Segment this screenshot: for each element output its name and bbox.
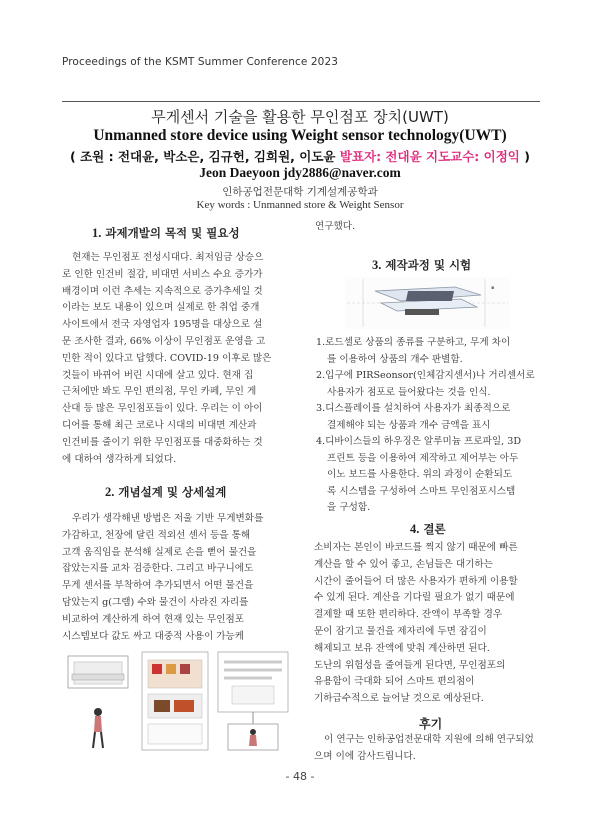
- s4-line: 소비자는 본인이 바코드를 찍지 않기 때문에 빠른: [314, 542, 518, 553]
- s3-item-4-line: 록 시스템을 구성하여 스마트 무인점포시스템: [327, 485, 516, 497]
- s3-item-3-line: 결제해야 되는 상품과 개수 금액을 표시: [327, 419, 491, 431]
- section-1-number: 1.: [92, 226, 102, 240]
- s2-line: 고객 움직임을 분석해 실제로 손을 뻗어 물건을: [62, 546, 257, 558]
- svg-text:▪: ▪: [491, 285, 495, 291]
- s1-line: 배경이며 이런 추세는 지속적으로 증가추세일 것: [62, 285, 263, 297]
- s2-line: 우리가 생각해낸 방법은 저울 기반 무게변화를: [72, 513, 264, 524]
- s4-line: 해제되고 보유 잔액에 맞춰 계산하면 된다.: [314, 642, 490, 654]
- s1-line: 산대 등 많은 무인점포들이 있다. 우리는 이 아이: [62, 403, 263, 415]
- s4-line: 기하급수적으로 늘어날 것으로 예상된다.: [314, 693, 484, 705]
- s1-line: 이라는 보도 내용이 있으며 실제로 한 취업 중개: [62, 302, 260, 314]
- s3-item-4-line: 프린트 등을 이용하여 제작하고 제어부는 아두: [327, 452, 519, 464]
- ack-line: 이 연구는 인하공업전문대학 지원에 의해 연구되었: [324, 734, 534, 745]
- loadcell-figure: [345, 277, 510, 329]
- s2-line: 담았는지 g(그램) 수와 물건이 사라진 자리를: [62, 596, 249, 608]
- proceedings-header: Proceedings of the KSMT Summer Conference 2023: [62, 56, 338, 68]
- s2-line: 시스템보다 값도 싸고 대중적 사용이 가능케: [62, 630, 245, 642]
- section-2-heading: [105, 484, 226, 500]
- section-3-heading: [372, 257, 471, 273]
- s2-line: 무게 센서를 부착하여 추가되면서 어떤 물건을: [62, 580, 254, 592]
- team-line: [0, 147, 600, 165]
- paper-title-korean: 무게센서 기술을 활용한 무인점포 장치(UWT): [151, 108, 449, 126]
- page-number: - 48 -: [285, 770, 315, 783]
- s1-line: 사이트에서 전국 자영업자 195명을 대상으로 설: [62, 319, 263, 331]
- s1-line: 로 인한 인건비 절감, 비대면 서비스 수요 증가가: [62, 268, 263, 280]
- section-4-number: 4.: [410, 522, 420, 536]
- loadcell-diagram: [345, 277, 510, 329]
- acknowledgement-heading: 후기: [419, 717, 443, 731]
- s1-line: 것들이 바뀌어 버린 시대에 살고 있다. 현재 집: [62, 369, 254, 381]
- section-2-number: 2.: [105, 485, 115, 499]
- author-line: Jeon Daeyoon jdy2886@naver.com: [199, 165, 401, 180]
- presenter-advisor: 발표자: 전대윤 지도교수: 이정익: [339, 149, 520, 164]
- s3-item-3-line: 3.디스플레이를 설치하여 사용자가 최종적으로: [316, 403, 511, 414]
- s3-item-4-line: 이노 보드를 사용한다. 위의 과정이 순환되도: [327, 469, 513, 480]
- s3-item-4-line: 을 구성함.: [327, 502, 371, 513]
- s2-line: 잡았는지를 교차 검증한다. 그리고 바구니에도: [62, 563, 254, 575]
- s1-line: 문 조사한 결과, 66% 이상이 무인점포 운영을 고: [62, 335, 266, 347]
- section-1-heading: [92, 225, 240, 241]
- ack-line: 으며 이에 감사드립니다.: [314, 750, 416, 762]
- affiliation: 인하공업전문대학 기계설계공학과: [222, 186, 378, 198]
- s1-line: 에 대하여 생각하게 되었다.: [62, 453, 177, 465]
- section-4-body: [314, 540, 546, 708]
- s3-item-4-line: 4.디바이스들의 하우징은 알루미늄 프로파일, 3D: [316, 436, 522, 447]
- keywords: Key words : Unmanned store & Weight Sensor: [196, 199, 404, 211]
- s4-line: 시간이 줄어들어 더 많은 사용자가 편하게 이용할: [314, 575, 518, 587]
- s1-line: 민한 적이 있다고 답했다. COVID-19 이후로 많은: [62, 352, 272, 364]
- system-diagram-figure: [62, 648, 294, 756]
- s3-item-2-line: 2.입구에 PIRSeonsor(인체감지센서)나 거리센서로: [316, 370, 535, 381]
- system-diagram: [62, 648, 294, 756]
- s3-item-1-line: 1.로드셀로 상품의 종류를 구분하고, 무게 차이: [316, 337, 511, 348]
- section-1-title: 과제개발의 목적 및 필요성: [105, 226, 240, 240]
- section-4-heading: [410, 521, 446, 537]
- s4-line: 도난의 위험성을 줄여들게 된다면, 무인점포의: [314, 659, 506, 671]
- team-members: ( 조원 : 전대윤, 박소은, 김규헌, 김희원, 이도윤: [70, 149, 336, 164]
- section-2-title: 개념설계 및 상세설계: [118, 485, 227, 499]
- acknowledgement-body: [314, 732, 546, 766]
- s4-line: 문이 잠기고 물건을 제자리에 두면 잠김이: [314, 625, 487, 637]
- section-4-title: 결론: [423, 522, 446, 536]
- s2-continuation: [315, 219, 545, 236]
- s2-line: 가감하고, 천장에 달린 적외선 센서 등을 통해: [62, 529, 251, 541]
- s4-line: 결제할 때 또한 편리하다. 잔액이 부족할 경우: [314, 609, 503, 621]
- paper-title-english: Unmanned store device using Weight sensor technology(UWT): [93, 127, 507, 144]
- s4-line: 계산을 할 수 있어 좋고, 손님들은 대기하는: [314, 558, 493, 570]
- s2-line: 비교하여 계산하게 하여 현재 있는 무인점포: [62, 613, 245, 625]
- header-rule: [62, 101, 540, 102]
- s1-line: 디어를 통해 최근 코로나 시대의 비대면 계산과: [62, 419, 257, 431]
- section-3-list: [316, 335, 548, 517]
- s1-line: 인건비를 줄이기 위한 무인점포를 대중화하는 것: [62, 436, 263, 448]
- section-2-body: [62, 511, 294, 645]
- section-3-title: 제작과정 및 시험: [385, 258, 472, 272]
- s4-line: 수 있게 된다. 계산을 기다릴 필요가 없기 때문에: [314, 592, 515, 604]
- s3-item-2-line: 사용자가 점포로 들어왔다는 것을 인식.: [327, 386, 491, 398]
- section-3-number: 3.: [372, 258, 382, 272]
- team-close: ): [524, 149, 530, 164]
- s4-line: 유용함이 극대화 되어 스마트 편의점이: [314, 676, 475, 688]
- s2-continuation-line: 연구했다.: [315, 221, 356, 232]
- s3-item-1-line: 를 이용하여 상품의 개수 판별함.: [327, 353, 463, 365]
- s1-line: 현재는 무인점포 전성시대다. 최저임금 상승으: [72, 252, 264, 263]
- section-1-body: [62, 250, 294, 468]
- s1-line: 근처에만 봐도 무인 편의점, 무인 카페, 무인 게: [62, 386, 257, 398]
